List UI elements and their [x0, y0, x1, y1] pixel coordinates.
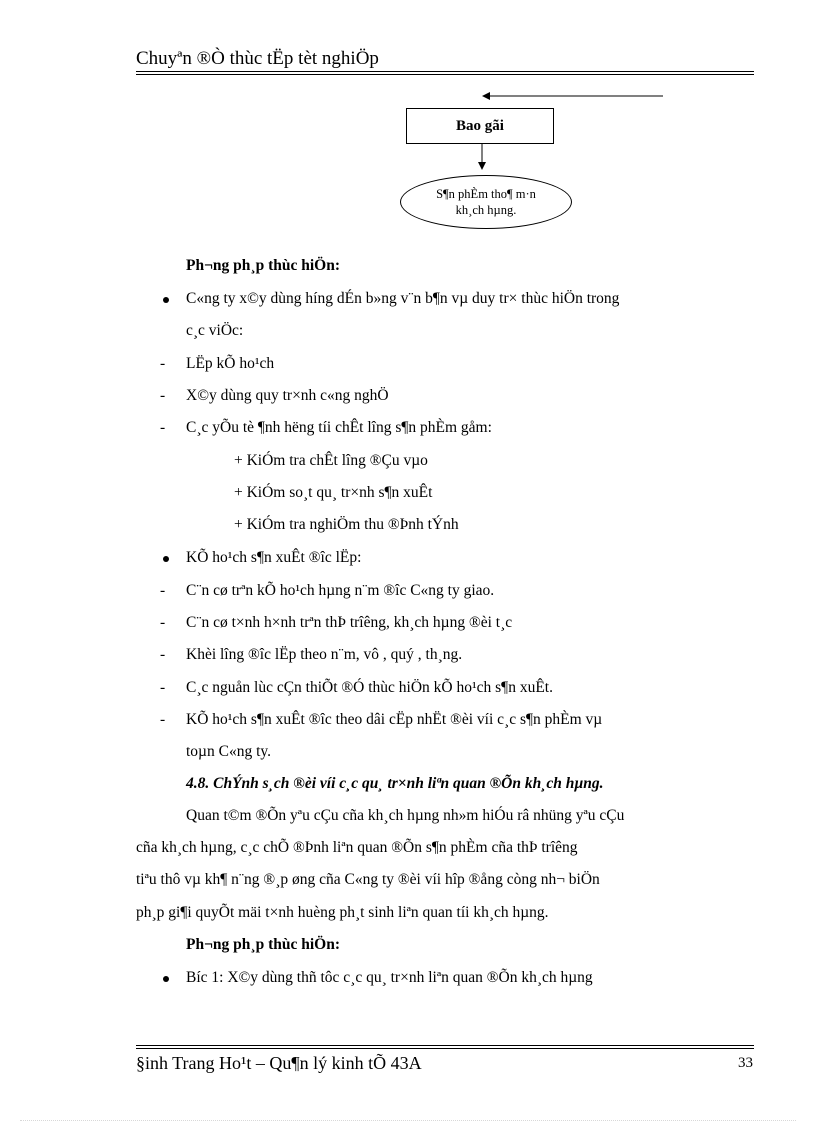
satisfied-customer-ellipse	[400, 175, 572, 229]
paragraph-line: ph¸p gi¶i quyÕt mäi t×nh huèng ph¸t sinh liªn quan tíi kh¸ch hµng.	[136, 904, 549, 921]
bullet-text: KÕ ho¹ch s¶n xuÊt ®îc lËp:	[186, 549, 362, 566]
packaging-box-label: Bao gãi	[456, 117, 504, 134]
page-bottom-divider	[20, 1120, 796, 1121]
packaging-box	[406, 108, 554, 144]
method-heading: Ph¬ng ph¸p thùc hiÖn:	[186, 936, 340, 953]
dash-item: KÕ ho¹ch s¶n xuÊt ®îc theo dâi cËp nhËt ®èi víi c¸c s¶n phÈm vµ	[186, 711, 603, 728]
dash-item: C¸c yÕu tè ¶nh hëng tíi chÊt lîng s¶n phÈm gåm:	[186, 419, 492, 436]
sub-item: + KiÓm so¸t qu¸ tr×nh s¶n xuÊt	[234, 484, 433, 501]
paragraph-line: cña kh¸ch hµng, c¸c chÕ ®Þnh liªn quan ®Õn s¶n phÈm cña thÞ trîêng	[136, 839, 578, 856]
bullet-marker	[163, 976, 169, 982]
paragraph-line: tiªu thô vµ kh¶ n¨ng ®¸p øng cña C«ng ty ®èi víi hîp ®ång còng nh¬ biÖn	[136, 871, 600, 888]
dash-item-continued: toµn C«ng ty.	[186, 743, 272, 760]
paragraph-line: Quan t©m ®Õn yªu cÇu cña kh¸ch hµng nh»m hiÓu râ nhüng yªu cÇu	[186, 807, 625, 824]
bullet-text: C«ng ty x©y dùng híng dÉn b»ng v¨n b¶n vµ duy tr× thùc hiÖn trong	[186, 290, 620, 307]
bullet-text-continued: c¸c viÖc:	[186, 322, 244, 339]
page-header-title: Chuyªn ®Ò thùc tËp tèt nghiÖp	[136, 48, 379, 69]
dash-item: C¨n cø t×nh h×nh trªn thÞ trîêng, kh¸ch hµng ®èi t¸c	[186, 614, 513, 631]
bullet-marker	[163, 556, 169, 562]
section-heading: 4.8. ChÝnh s¸ch ®èi víi c¸c qu¸ tr×nh liªn quan ®Õn kh¸ch hµng.	[186, 775, 604, 792]
dash-item: C¨n cø trªn kÕ ho¹ch hµng n¨m ®îc C«ng ty giao.	[186, 582, 495, 599]
ellipse-label: S¶n phÈm tho¶ m·n kh¸ch hµng.	[436, 187, 536, 217]
dash-item: X©y dùng quy tr×nh c«ng nghÖ	[186, 387, 389, 404]
footer-rule	[136, 1045, 754, 1049]
bullet-text: Bíc 1: X©y dùng thñ tôc c¸c qu¸ tr×nh liªn quan ®Õn kh¸ch hµng	[186, 969, 593, 986]
dash-item: C¸c nguån lùc cÇn thiÕt ®Ó thùc hiÖn kÕ ho¹ch s¶n xuÊt.	[186, 679, 553, 696]
method-heading: Ph¬ng ph¸p thùc hiÖn:	[186, 257, 340, 274]
dash-item: LËp kÕ ho¹ch	[186, 355, 275, 372]
page-number: 33	[738, 1055, 753, 1071]
down-arrow-head	[478, 162, 486, 170]
sub-item: + KiÓm tra chÊt lîng ®Çu vµo	[234, 452, 428, 469]
bullet-marker	[163, 297, 169, 303]
dash-item: Khèi lîng ®îc lËp theo n¨m, vô , quý , th¸ng.	[186, 646, 463, 663]
footer-author: §inh Trang Ho¹t – Qu¶n lý kinh tÕ 43A	[136, 1053, 422, 1073]
incoming-arrow-head	[482, 92, 490, 100]
sub-item: + KiÓm tra nghiÖm thu ®Þnh tÝnh	[234, 516, 459, 533]
